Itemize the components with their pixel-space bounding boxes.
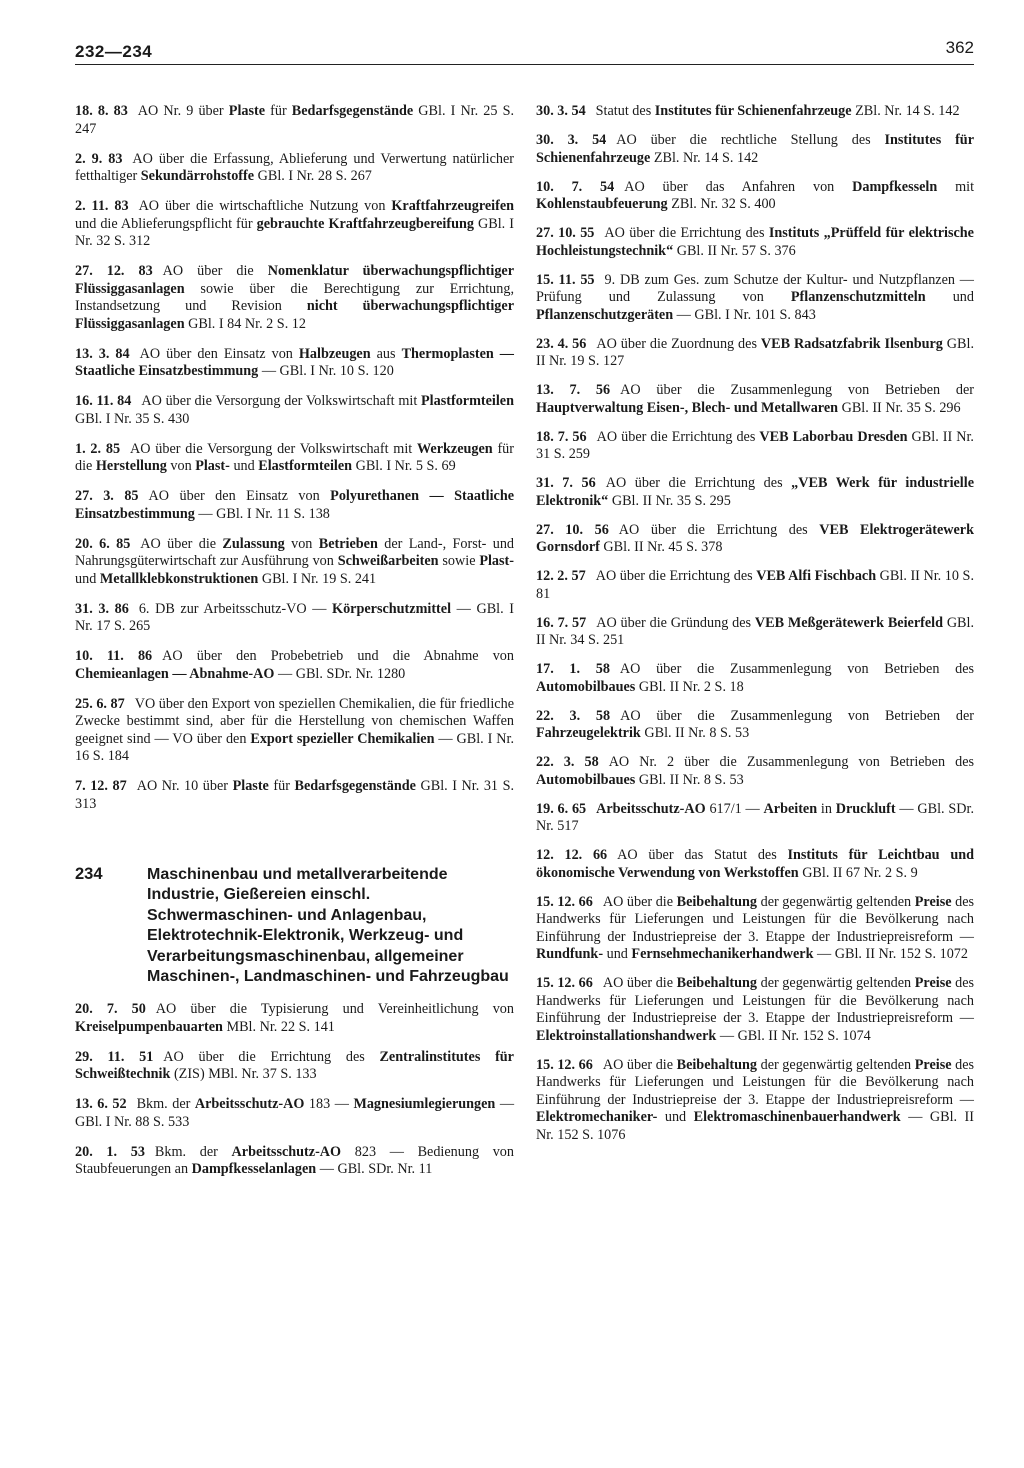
entry-text: AO über den Einsatz von <box>148 488 331 504</box>
entry-text: GBl. I Nr. 35 S. 430 <box>75 410 190 427</box>
entry-text: — GBl. I Nr. 10 S. 120 <box>258 363 394 379</box>
entry-text: GBl. II Nr. 8 S. 53 <box>640 725 750 741</box>
entry <box>536 179 974 214</box>
entry-date: 16. 11. 84 <box>75 393 132 409</box>
entry <box>75 1049 514 1084</box>
entry-text: AO über die Errichtung des <box>605 475 792 491</box>
section-heading <box>75 865 514 987</box>
entry-date: 17. 1. 58 <box>536 661 610 677</box>
entry-keyword: Preise <box>914 893 952 910</box>
entry <box>75 441 514 476</box>
entry-text: AO über die <box>162 263 268 279</box>
entry-keyword: Chemieanlagen — Abnahme-AO <box>75 665 275 682</box>
entry <box>75 778 514 813</box>
entry-keyword: Arbeitsschutz-AO <box>231 1143 342 1160</box>
entry <box>75 151 514 186</box>
entry-text: AO über die <box>140 535 223 552</box>
entry-text: — GBl. I Nr. 88 S. 533 <box>75 1096 515 1130</box>
entry-keyword: Dampfkesseln <box>852 178 938 195</box>
entry-date: 27. 10. 55 <box>536 225 595 241</box>
entry <box>536 429 974 464</box>
entry-text: der gegenwärtig geltenden <box>757 975 915 991</box>
entry <box>75 1144 514 1179</box>
entry-date: 31. 3. 86 <box>75 600 129 617</box>
entry-keyword: Plast- <box>479 553 514 569</box>
entry-text: AO über die Versorgung der Volkswirtschaft mit <box>130 440 418 457</box>
entry-text: GBl. I Nr. 5 S. 69 <box>352 458 456 474</box>
entry-text: AO über die Errichtung des <box>163 1048 380 1065</box>
entry-keyword: VEB Elektrogerätewerk Gornsdorf <box>536 521 974 555</box>
entry-date: 27. 10. 56 <box>536 521 609 538</box>
entry-keyword: Plast- <box>195 458 230 474</box>
entry-date: 13. 6. 52 <box>75 1096 127 1113</box>
entry-keyword: Beibehaltung <box>676 1056 758 1073</box>
entry-date: 10. 11. 86 <box>75 648 153 664</box>
entry-text: AO über die <box>602 975 677 991</box>
entry-text: — GBl. II Nr. 152 S. 1076 <box>536 1109 974 1143</box>
entry-text: — GBl. I Nr. 11 S. 138 <box>194 505 330 522</box>
entry-text: 617/1 — <box>705 800 764 817</box>
entry-text: GBl. II Nr. 57 S. 376 <box>673 242 796 259</box>
entry-text: AO Nr. 2 über die Zusammenlegung von Betrieben des <box>608 754 975 770</box>
entry-text: AO Nr. 10 über <box>136 778 233 794</box>
entry-text: und <box>925 289 974 305</box>
entry-date: 31. 7. 56 <box>536 475 596 491</box>
entry-keyword: Preise <box>914 1056 952 1073</box>
entry <box>536 522 974 557</box>
entry-date: 18. 8. 83 <box>75 103 128 119</box>
entry-text: in <box>817 800 836 817</box>
entry-keyword: Dampfkesselanlagen <box>191 1161 317 1178</box>
entry-keyword: Zulassung <box>222 535 285 552</box>
entry-text: AO über die Versorgung der Volkswirtschaft mit <box>141 393 422 409</box>
entry-text: AO über die Errichtung des <box>618 521 820 538</box>
entry <box>75 346 514 381</box>
section-title: Maschinenbau und metallverarbeitende Industrie, Gießereien einschl. Schwermaschinen- und Anlagenbau, Elektrotechnik-Elektronik, Werkzeug- und Verarbeitungsmaschinenbau, allgemeiner Maschinen-, Landmaschinen- und Fahrzeugbau <box>147 866 509 986</box>
entry <box>536 103 974 121</box>
entry <box>75 696 514 766</box>
entry-text: AO über die Erfassung, Ablieferung und Verwertung natürlicher fetthaltiger <box>75 150 514 184</box>
entry-keyword: Sekundärrohstoffe <box>140 168 255 184</box>
entry-text: und <box>657 1109 694 1125</box>
entry-text: für die <box>75 440 514 474</box>
entry <box>536 661 974 696</box>
entry-text: AO über die Zusammenlegung von Betrieben des <box>619 661 975 677</box>
right-column <box>536 103 974 1156</box>
entry-keyword: VEB Meßgerätewerk Beierfeld <box>754 614 943 631</box>
entry-text: der Land-, Forst- und Nahrungsgüterwirtschaft zur Ausführung von <box>75 535 515 569</box>
entry-keyword: VEB Laborbau Dresden <box>759 428 908 445</box>
entry-keyword: Elektroinstallationshandwerk <box>536 1027 717 1044</box>
entry-keyword: „VEB Werk für industrielle Elektronik“ <box>536 475 974 509</box>
entry-text: 6. DB zur Arbeitsschutz-VO — <box>138 600 333 617</box>
entry-keyword: Halbzeugen <box>298 345 371 362</box>
entry-text: der gegenwärtig geltenden <box>757 893 915 910</box>
entry-text: 183 — <box>304 1096 354 1113</box>
entry-text: — GBl. I Nr. 101 S. 843 <box>673 306 816 323</box>
entry <box>536 132 974 167</box>
entry-keyword: Zentralinstitutes für Schweißtechnik <box>75 1048 514 1083</box>
entry-keyword: Nomenklatur überwachungspflichtiger Flüssiggasanlagen <box>75 263 515 297</box>
entry-text: GBl. I Nr. 25 S. 247 <box>75 103 515 137</box>
entry <box>536 801 974 836</box>
entry-date: 2. 9. 83 <box>75 150 123 167</box>
entry-keyword: gebrauchte Kraftfahrzeugbereifung <box>256 215 474 232</box>
entry-text: ZBl. Nr. 14 S. 142 <box>851 103 960 119</box>
entry-keyword: Elastformteilen <box>258 458 353 474</box>
entry-text: GBl. II Nr. 35 S. 295 <box>608 492 731 509</box>
entry-keyword: Polyurethanen — Staatliche Einsatzbestimmung <box>75 488 515 522</box>
entry-keyword: Betrieben <box>318 535 378 552</box>
entry <box>75 198 514 251</box>
entry-text: AO über die Zuordnung des <box>596 335 761 352</box>
entry-text: GBl. I Nr. 19 S. 241 <box>258 570 377 587</box>
entry-text: für <box>265 103 292 119</box>
entry-text: und <box>603 946 632 962</box>
entry-keyword: Automobilbaues <box>536 771 636 788</box>
entry <box>75 488 514 523</box>
entry-date: 15. 11. 55 <box>536 271 595 288</box>
entry-date: 16. 7. 57 <box>536 614 587 631</box>
entry-date: 25. 6. 87 <box>75 695 125 712</box>
entry-keyword: Elektromechaniker- <box>536 1109 658 1125</box>
header-rule <box>75 64 974 65</box>
entry-keyword: Plastformteilen <box>421 393 514 409</box>
entry-date: 15. 12. 66 <box>536 1056 593 1073</box>
entry <box>75 648 514 683</box>
entry-keyword: Institutes für Schienenfahrzeuge <box>536 132 974 166</box>
entry-date: 27. 3. 85 <box>75 488 139 504</box>
entry-text: GBl. I Nr. 32 S. 312 <box>75 215 514 249</box>
entry-text: Statut des <box>595 103 655 119</box>
entry-keyword: Institutes für Schienenfahrzeuge <box>654 103 852 119</box>
entry-keyword: Thermoplasten — Staatliche Einsatzbestimmung <box>75 345 514 379</box>
entry-text: AO über die wirtschaftliche Nutzung von <box>138 198 392 214</box>
entry-date: 13. 7. 56 <box>536 382 611 398</box>
entry-date: 20. 7. 50 <box>75 1001 146 1018</box>
entry-text: AO über die Zusammenlegung von Betrieben der <box>620 707 975 724</box>
entry <box>536 225 974 260</box>
entry <box>75 393 514 428</box>
entry-text: sowie über die Berechtigung zur Errichtung, Instandsetzung und Revision <box>75 280 514 314</box>
entry-text: von <box>284 535 319 552</box>
entry <box>536 847 974 882</box>
entry <box>536 272 974 325</box>
entry-date: 12. 2. 57 <box>536 568 586 584</box>
entry-date: 29. 11. 51 <box>75 1048 154 1065</box>
entry-keyword: Fahrzeugelektrik <box>536 725 641 741</box>
entry-text: AO über das Statut des <box>617 847 788 863</box>
entry-keyword: Arbeiten <box>763 800 818 817</box>
entry <box>536 382 974 417</box>
entry-text: aus <box>370 345 402 362</box>
entry-text: AO über den Probebetrieb und die Abnahme von <box>162 648 514 664</box>
entry-date: 2. 11. 83 <box>75 198 129 214</box>
entry <box>75 536 514 589</box>
section-number: 234 <box>75 865 103 883</box>
entry-date: 22. 3. 58 <box>536 707 611 724</box>
entry-keyword: nicht überwachungspflichtiger Flüssiggasanlagen <box>75 298 514 332</box>
entry-keyword: Metallklebkonstruktionen <box>99 570 259 587</box>
entry-text: GBl. I 84 Nr. 2 S. 12 <box>184 315 306 332</box>
entry-text: ZBl. Nr. 14 S. 142 <box>650 149 759 166</box>
entry-keyword: VEB Alfi Fischbach <box>756 568 877 584</box>
entry-text: AO über die Errichtung des <box>596 428 760 445</box>
entry-text: des Handwerks für Lieferungen und Leistungen für die Bevölkerung nach Einführung der Industriepreise der 3. Etappe der Industriepreisreform — <box>536 1056 975 1108</box>
entry-text: GBl. II 67 Nr. 2 S. 9 <box>798 864 918 881</box>
entry <box>75 263 514 333</box>
entry-keyword: Druckluft <box>835 800 896 817</box>
entry-text: AO über die Gründung des <box>596 614 755 631</box>
entry-text: AO über die rechtliche Stellung des <box>616 132 885 148</box>
entry-keyword: VEB Radsatzfabrik Ilsenburg <box>760 335 943 352</box>
entry-text: mit <box>937 178 975 195</box>
entry-keyword: Hauptverwaltung Eisen-, Blech- und Metallwaren <box>536 399 839 416</box>
entry <box>536 754 974 789</box>
entry-text: für <box>268 778 295 794</box>
entry-text: GBl. II Nr. 8 S. 53 <box>635 771 744 788</box>
entry-text: der gegenwärtig geltenden <box>757 1056 915 1073</box>
entry-text: AO über die <box>602 1056 677 1073</box>
entry-keyword: Bedarfsgegenstände <box>291 103 414 119</box>
entry-date: 10. 7. 54 <box>536 178 615 195</box>
entry-text: GBl. II Nr. 19 S. 127 <box>536 335 975 369</box>
entry-text: Bkm. der <box>136 1096 195 1113</box>
entry-text: — GBl. SDr. Nr. 11 <box>316 1161 433 1178</box>
entry-keyword: Rundfunk- <box>536 946 604 962</box>
entry-keyword: Instituts für Leichtbau und ökonomische Verwendung von Werkstoffen <box>536 847 974 881</box>
entry <box>75 601 514 636</box>
entry-keyword: Kohlenstaubfeuerung <box>536 196 668 212</box>
entry-list-right <box>536 103 974 1144</box>
entry-keyword: Instituts „Prüffeld für elektrische Hochleistungstechnik“ <box>536 225 974 259</box>
entry-date: 22. 3. 58 <box>536 754 599 770</box>
entry-text: Bkm. der <box>154 1143 232 1160</box>
entry-keyword: Arbeitsschutz-AO <box>194 1096 305 1113</box>
section-range: 232—234 <box>75 42 153 61</box>
entry-text: — GBl. I Nr. 16 S. 184 <box>75 730 515 764</box>
entry-keyword: Beibehaltung <box>676 975 758 991</box>
entry-text: GBl. II Nr. 45 S. 378 <box>599 539 723 555</box>
entry-text: — GBl. I Nr. 17 S. 265 <box>75 600 514 634</box>
entry-date: 15. 12. 66 <box>536 975 593 991</box>
entry <box>536 568 974 603</box>
page-number: 362 <box>945 38 974 57</box>
entry-date: 23. 4. 56 <box>536 335 587 352</box>
entry <box>536 975 974 1045</box>
entry-keyword: Schweißarbeiten <box>337 553 439 569</box>
entry <box>75 1096 514 1131</box>
entry-text: GBl. I Nr. 31 S. 313 <box>75 778 515 812</box>
entry-date: 18. 7. 56 <box>536 428 587 445</box>
entry-keyword: Plaste <box>232 778 269 794</box>
entry-keyword: Magnesiumlegierungen <box>353 1096 496 1113</box>
entry-text: — GBl. SDr. Nr. 1280 <box>274 665 406 682</box>
left-column <box>75 103 514 1191</box>
entry-keyword: Kreiselpumpenbauarten <box>75 1018 223 1035</box>
entry-text: GBl. I Nr. 28 S. 267 <box>254 168 372 184</box>
entry-text: AO über das Anfahren von <box>624 178 853 195</box>
entry-text: (ZIS) MBl. Nr. 37 S. 133 <box>170 1066 317 1083</box>
entry-text: und die Ablieferungspflicht für <box>75 215 257 232</box>
entry-date: 7. 12. 87 <box>75 778 127 794</box>
entry-date: 15. 12. 66 <box>536 893 593 910</box>
entry-text: AO über die Errichtung des <box>595 568 757 584</box>
entry-text: AO über die <box>602 893 677 910</box>
entry-text: und <box>75 570 100 587</box>
entry <box>75 103 514 138</box>
entry-text: AO über die Typisierung und Vereinheitlichung von <box>155 1001 514 1018</box>
entry-date: 13. 3. 84 <box>75 345 130 362</box>
entry-date: 27. 12. 83 <box>75 263 153 279</box>
entry-text: GBl. II Nr. 10 S. 81 <box>536 568 974 602</box>
entry-date: 20. 1. 53 <box>75 1143 145 1160</box>
entry-date: 12. 12. 66 <box>536 847 608 863</box>
entry-text: — GBl. II Nr. 152 S. 1074 <box>716 1027 871 1044</box>
entry-text: AO über die Errichtung des <box>604 225 769 241</box>
entry-text: 823 — Bedienung von Staubfeuerungen an <box>75 1143 514 1178</box>
entry-keyword: Automobilbaues <box>536 678 636 695</box>
entry-text: VO über den Export von speziellen Chemikalien, die für friedliche Zwecke bestimmt sind, aber für die Herstellung von chemischen Waffen geeignet sind — VO über den <box>75 695 514 747</box>
entry-keyword: Fernsehmechanikerhandwerk <box>631 946 814 962</box>
entry-keyword: Elektromaschinenbauerhandwerk <box>693 1109 901 1125</box>
entry-list-left-before <box>75 103 514 813</box>
entry-text: GBl. II Nr. 34 S. 251 <box>536 614 975 648</box>
entry-date: 20. 6. 85 <box>75 535 131 552</box>
entry-keyword: Pflanzenschutzmitteln <box>790 289 926 305</box>
entry-text: GBl. II Nr. 2 S. 18 <box>635 678 744 695</box>
entry-text: GBl. II Nr. 31 S. 259 <box>536 428 974 462</box>
entry <box>536 708 974 743</box>
entry-keyword: Preise <box>914 975 952 991</box>
entry-text: 9. DB zum Ges. zum Schutze der Kultur- und Nutzpflanzen — Prüfung und Zulassung von <box>536 271 974 305</box>
entry-keyword: Pflanzenschutzgeräten <box>536 306 674 323</box>
entry-text: des Handwerks für Lieferungen und Leistungen für die Bevölkerung nach Einführung der Industriepreise der 3. Etappe der Industriepreisreform — <box>536 975 975 1026</box>
entry-date: 19. 6. 65 <box>536 800 587 817</box>
page-header <box>75 38 974 68</box>
entry-date: 30. 3. 54 <box>536 103 586 119</box>
entry-text: AO über den Einsatz von <box>139 345 299 362</box>
entry-text: ZBl. Nr. 32 S. 400 <box>667 196 776 212</box>
entry-keyword: Export spezieller Chemikalien <box>250 730 435 747</box>
entry <box>536 615 974 650</box>
entry-keyword: Arbeitsschutz-AO <box>596 800 706 817</box>
entry-keyword: Herstellung <box>95 458 167 474</box>
entry-keyword: Beibehaltung <box>676 893 758 910</box>
entry-text: — GBl. II Nr. 152 S. 1072 <box>813 946 968 962</box>
entry <box>75 1001 514 1036</box>
entry-text: GBl. II Nr. 35 S. 296 <box>838 399 961 416</box>
entry-text: AO über die Zusammenlegung von Betrieben der <box>620 382 975 398</box>
entry <box>536 894 974 964</box>
entry-date: 1. 2. 85 <box>75 440 121 457</box>
entry-date: 30. 3. 54 <box>536 132 607 148</box>
entry <box>536 475 974 510</box>
entry-text: sowie <box>438 553 480 569</box>
entry <box>536 336 974 371</box>
entry-text: und <box>229 458 259 474</box>
entry-text: — GBl. SDr. Nr. 517 <box>536 800 974 834</box>
entry-text: AO Nr. 9 über <box>137 103 229 119</box>
entry-keyword: Körperschutzmittel <box>332 600 452 617</box>
entry <box>536 1057 974 1145</box>
entry-text: MBl. Nr. 22 S. 141 <box>222 1018 335 1035</box>
entry-keyword: Werkzeugen <box>417 440 493 457</box>
entry-text: des Handwerks für Lieferungen und Leistungen für die Bevölkerung nach Einführung der Industriepreise der 3. Etappe der Industriepreisreform — <box>536 893 975 945</box>
entry-list-left-after <box>75 1001 514 1179</box>
entry-keyword: Bedarfsgegenstände <box>294 778 416 794</box>
entry-text: von <box>166 458 196 474</box>
entry-keyword: Kraftfahrzeugreifen <box>391 198 515 214</box>
entry-keyword: Plaste <box>228 103 266 119</box>
